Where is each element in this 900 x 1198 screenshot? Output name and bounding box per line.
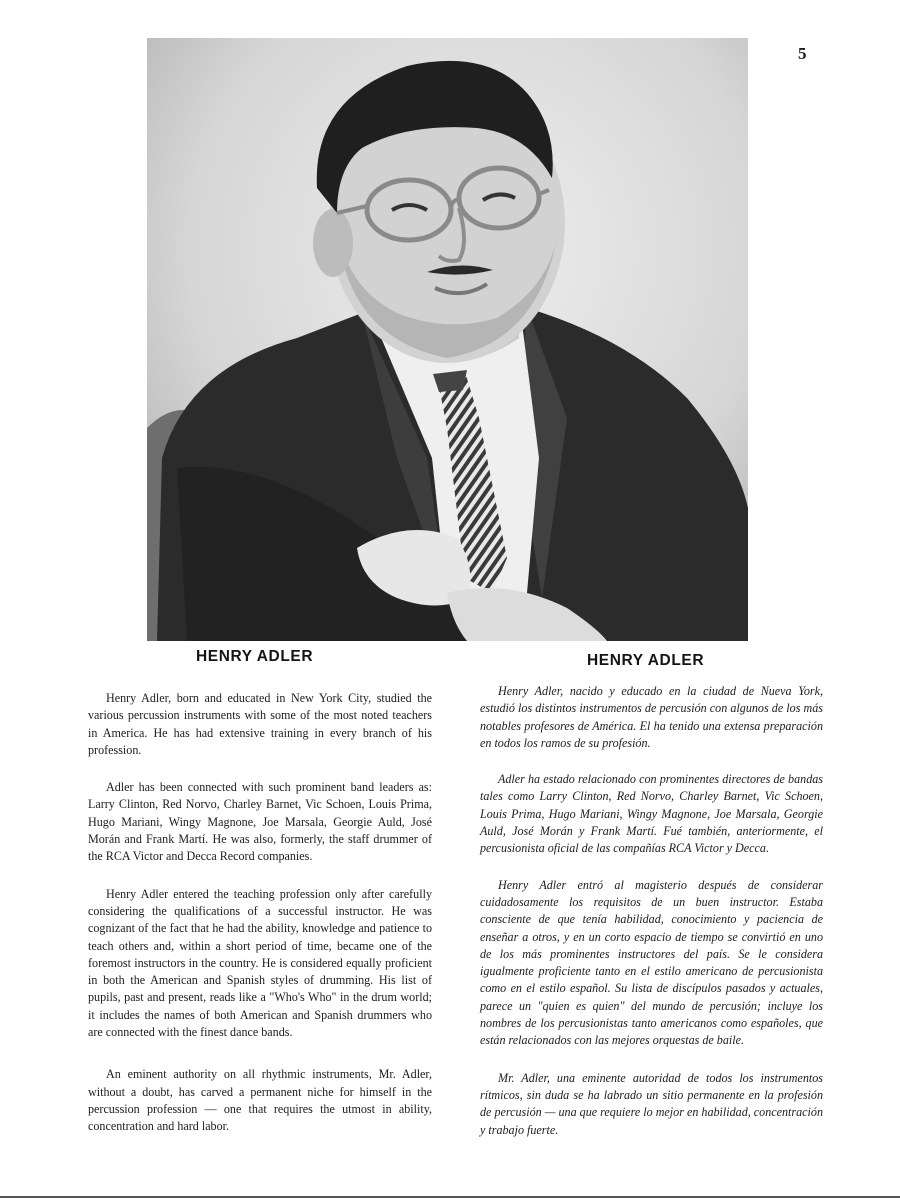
spanish-heading: HENRY ADLER bbox=[587, 652, 705, 669]
spanish-paragraph: Adler ha estado relacionado con prominentes directores de bandas tales como Larry Clinton, Red Norvo, Charley Barnet, Vic Schoen, Louis Prima, Hugo Mariani, Wingy Magnone, Joe Marsala, Georgie Auld, José Morán y Frank Martí. Fué también, anteriormente, el percusionista oficial de las compañías RCA Victor y Decca. bbox=[480, 772, 823, 856]
english-paragraph: Henry Adler entered the teaching profession only after carefully considering the qualifications of a successful instructor. He was cognizant of the fact that he had the ability, knowledge and patience to teach others and, within a short period of time, became one of the foremost instructors in the country. He is considered equally proficient in both the American and Spanish styles of drumming. His list of pupils, past and present, reads like a "Who's Who" in the drum world; it includes the names of both American and Spanish drummers who are connected with the finest dance bands. bbox=[88, 886, 432, 1040]
portrait-illustration bbox=[147, 38, 748, 641]
english-heading: HENRY ADLER bbox=[196, 648, 314, 665]
spanish-column bbox=[480, 683, 823, 1139]
spanish-paragraph: Mr. Adler, una eminente autoridad de todos los instrumentos rítmicos, sin duda se ha labrado un sitio permanente en la profesión de percusión — una que requiere lo mejor en habilidad, concentración y trabajo fuerte. bbox=[480, 1070, 823, 1137]
english-paragraph: An eminent authority on all rhythmic instruments, Mr. Adler, without a doubt, has carved a permanent niche for himself in the percussion profession — one that requires the utmost in ability, concentration and hard labor. bbox=[88, 1067, 432, 1134]
english-paragraph: Henry Adler, born and educated in New York City, studied the various percussion instruments with some of the most noted teachers in America. He has had extensive training in every branch of his profession. bbox=[88, 691, 432, 757]
english-paragraph: Adler has been connected with such prominent band leaders as: Larry Clinton, Red Norvo, Charley Barnet, Vic Schoen, Louis Prima, Hugo Mariani, Wingy Magnone, Joe Marsala, Georgie Auld, José Morán and Frank Martí. He was also, formerly, the staff drummer of the RCA Victor and Decca Record companies. bbox=[88, 780, 432, 864]
page-number: 5 bbox=[798, 44, 807, 63]
english-column bbox=[88, 690, 432, 1136]
spanish-paragraph: Henry Adler entró al magisterio después de considerar cuidadosamente los requisitos de un buen instructor. Estaba consciente de que tenía habilidad, conocimiento y paciencia de enseñar a otros, y en un corto espacio de tiempo se convirtió en uno de los más prominentes instructores del país. Se le considera igualmente proficiente tanto en el estilo americano de percusionista como en el estilo español. Su lista de discípulos pasados y actuales, parece un "quien es quien" del mundo de percusión; incluye los nombres de los percusionistas tanto americanos como españoles, que están relacionados con las mejores orquestas de baile. bbox=[480, 877, 823, 1048]
portrait-photo bbox=[147, 38, 748, 641]
spanish-paragraph: Henry Adler, nacido y educado en la ciudad de Nueva York, estudió los distintos instrumentos de percusión con algunos de los más notables profesores de América. El ha tenido una extensa preparación en todos los ramos de su profesión. bbox=[480, 684, 823, 750]
